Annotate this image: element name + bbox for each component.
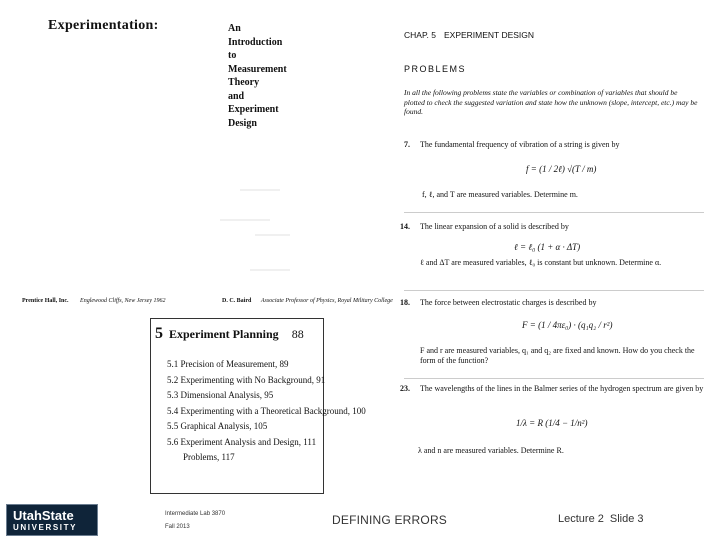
divider — [404, 290, 704, 291]
problem-7 — [404, 140, 704, 150]
chapter-title: Experiment Planning — [169, 327, 279, 341]
book-subtitle-line: Experiment — [228, 104, 279, 115]
problem-7-note: f, ℓ, and T are measured variables. Determine m. — [422, 190, 578, 199]
book-subtitle — [228, 22, 318, 130]
slide-number — [558, 513, 650, 525]
contents-excerpt — [150, 318, 366, 494]
problem-text: The wavelengths of the lines in the Balmer series of the hydrogen spectrum are given by — [420, 384, 704, 393]
contents-sections — [167, 357, 366, 466]
divider — [404, 378, 704, 379]
problem-23 — [400, 384, 704, 394]
problem-text: The linear expansion of a solid is described by — [420, 222, 569, 231]
book-subtitle-line: Measurement — [228, 63, 287, 75]
lecture-topic: DEFINING ERRORS — [332, 513, 448, 527]
publisher-name: Prentice Hall, Inc. — [22, 298, 69, 304]
problems-heading: PROBLEMS — [404, 64, 467, 74]
book-subtitle-line: and — [228, 90, 245, 102]
logo-subtext: UNIVERSITY — [13, 523, 78, 532]
problems-chapter-title: EXPERIMENT DESIGN — [443, 30, 535, 40]
book-subtitle-line: An — [228, 23, 241, 34]
problem-18 — [400, 298, 704, 308]
university-logo — [6, 504, 98, 536]
problem-18-equation: F = (1 / 4πε₀) · (q₁q₂ / r²) — [522, 320, 613, 330]
book-title: Experimentation: — [48, 18, 159, 33]
problems-chapter-header — [404, 30, 542, 40]
problem-7-equation: f = (1 / 2ℓ) √(T / m) — [526, 164, 597, 174]
problem-text: The fundamental frequency of vibration of a string is given by — [420, 140, 620, 149]
problem-23-note: λ and n are measured variables. Determine R. — [418, 446, 564, 455]
contents-section: 5.2 Experimenting with No Background, 91 — [167, 374, 326, 385]
problem-23-equation: 1/λ = R (1/4 − 1/n²) — [516, 418, 588, 428]
course-term: Fall 2013 — [165, 524, 190, 530]
book-subtitle-line: to — [228, 50, 237, 61]
chapter-page: 88 — [291, 327, 304, 341]
problem-14 — [400, 222, 704, 232]
book-subtitle-line: Theory — [228, 77, 260, 88]
contents-problems: Problems, 117 — [183, 452, 235, 462]
publisher-place: Englewood Cliffs, New Jersey 1962 — [80, 298, 166, 304]
scan-noise — [40, 140, 340, 290]
problem-14-note: ℓ and ΔT are measured variables, ℓ₀ is constant but unknown. Determine α. — [420, 258, 662, 267]
contents-section: 5.5 Graphical Analysis, 105 — [167, 421, 268, 431]
book-subtitle-line: Design — [228, 117, 257, 129]
problem-18-note: F and r are measured variables, q₁ and q₂ are fixed and known. How do you check the form of the function? — [420, 346, 695, 365]
author-title: Associate Professor of Physics, Royal Military College — [260, 298, 393, 304]
contents-section: 5.3 Dimensional Analysis, 95 — [167, 390, 274, 400]
course-name: Intermediate Lab 3870 — [165, 511, 226, 517]
book-subtitle-line: Introduction — [228, 36, 283, 48]
problem-number: 14. — [400, 222, 410, 231]
contents-section: 5.6 Experiment Analysis and Design, 111 — [167, 436, 317, 447]
chapter-number: 5 — [155, 325, 163, 342]
problem-14-equation: ℓ = ℓ₀ (1 + α · ΔT) — [514, 242, 581, 252]
problems-intro: In all the following problems state the variables or combination of variables that should be plotted to check the suggested variation and state how the unknown (slope, intercept, etc.) may be found. — [404, 88, 698, 116]
slide-label: Slide 3 — [609, 513, 644, 525]
contents-section: 5.1 Precision of Measurement, 89 — [167, 359, 289, 369]
contents-section: 5.4 Experimenting with a Theoretical Background, 100 — [167, 405, 366, 416]
book-publisher — [22, 298, 166, 304]
problem-number: 23. — [400, 384, 410, 393]
logo-wordmark: UtahState — [13, 508, 74, 523]
lecture-label: Lecture 2 — [558, 513, 604, 525]
problem-number: 18. — [400, 298, 410, 307]
problem-text: The force between electrostatic charges is described by — [420, 298, 597, 307]
author-name: D. C. Baird — [222, 298, 252, 304]
problem-number: 7. — [404, 140, 410, 149]
book-author — [222, 298, 393, 304]
contents-chapter-heading — [155, 325, 304, 343]
problems-chapter: CHAP. 5 — [404, 30, 436, 40]
divider — [404, 212, 704, 213]
